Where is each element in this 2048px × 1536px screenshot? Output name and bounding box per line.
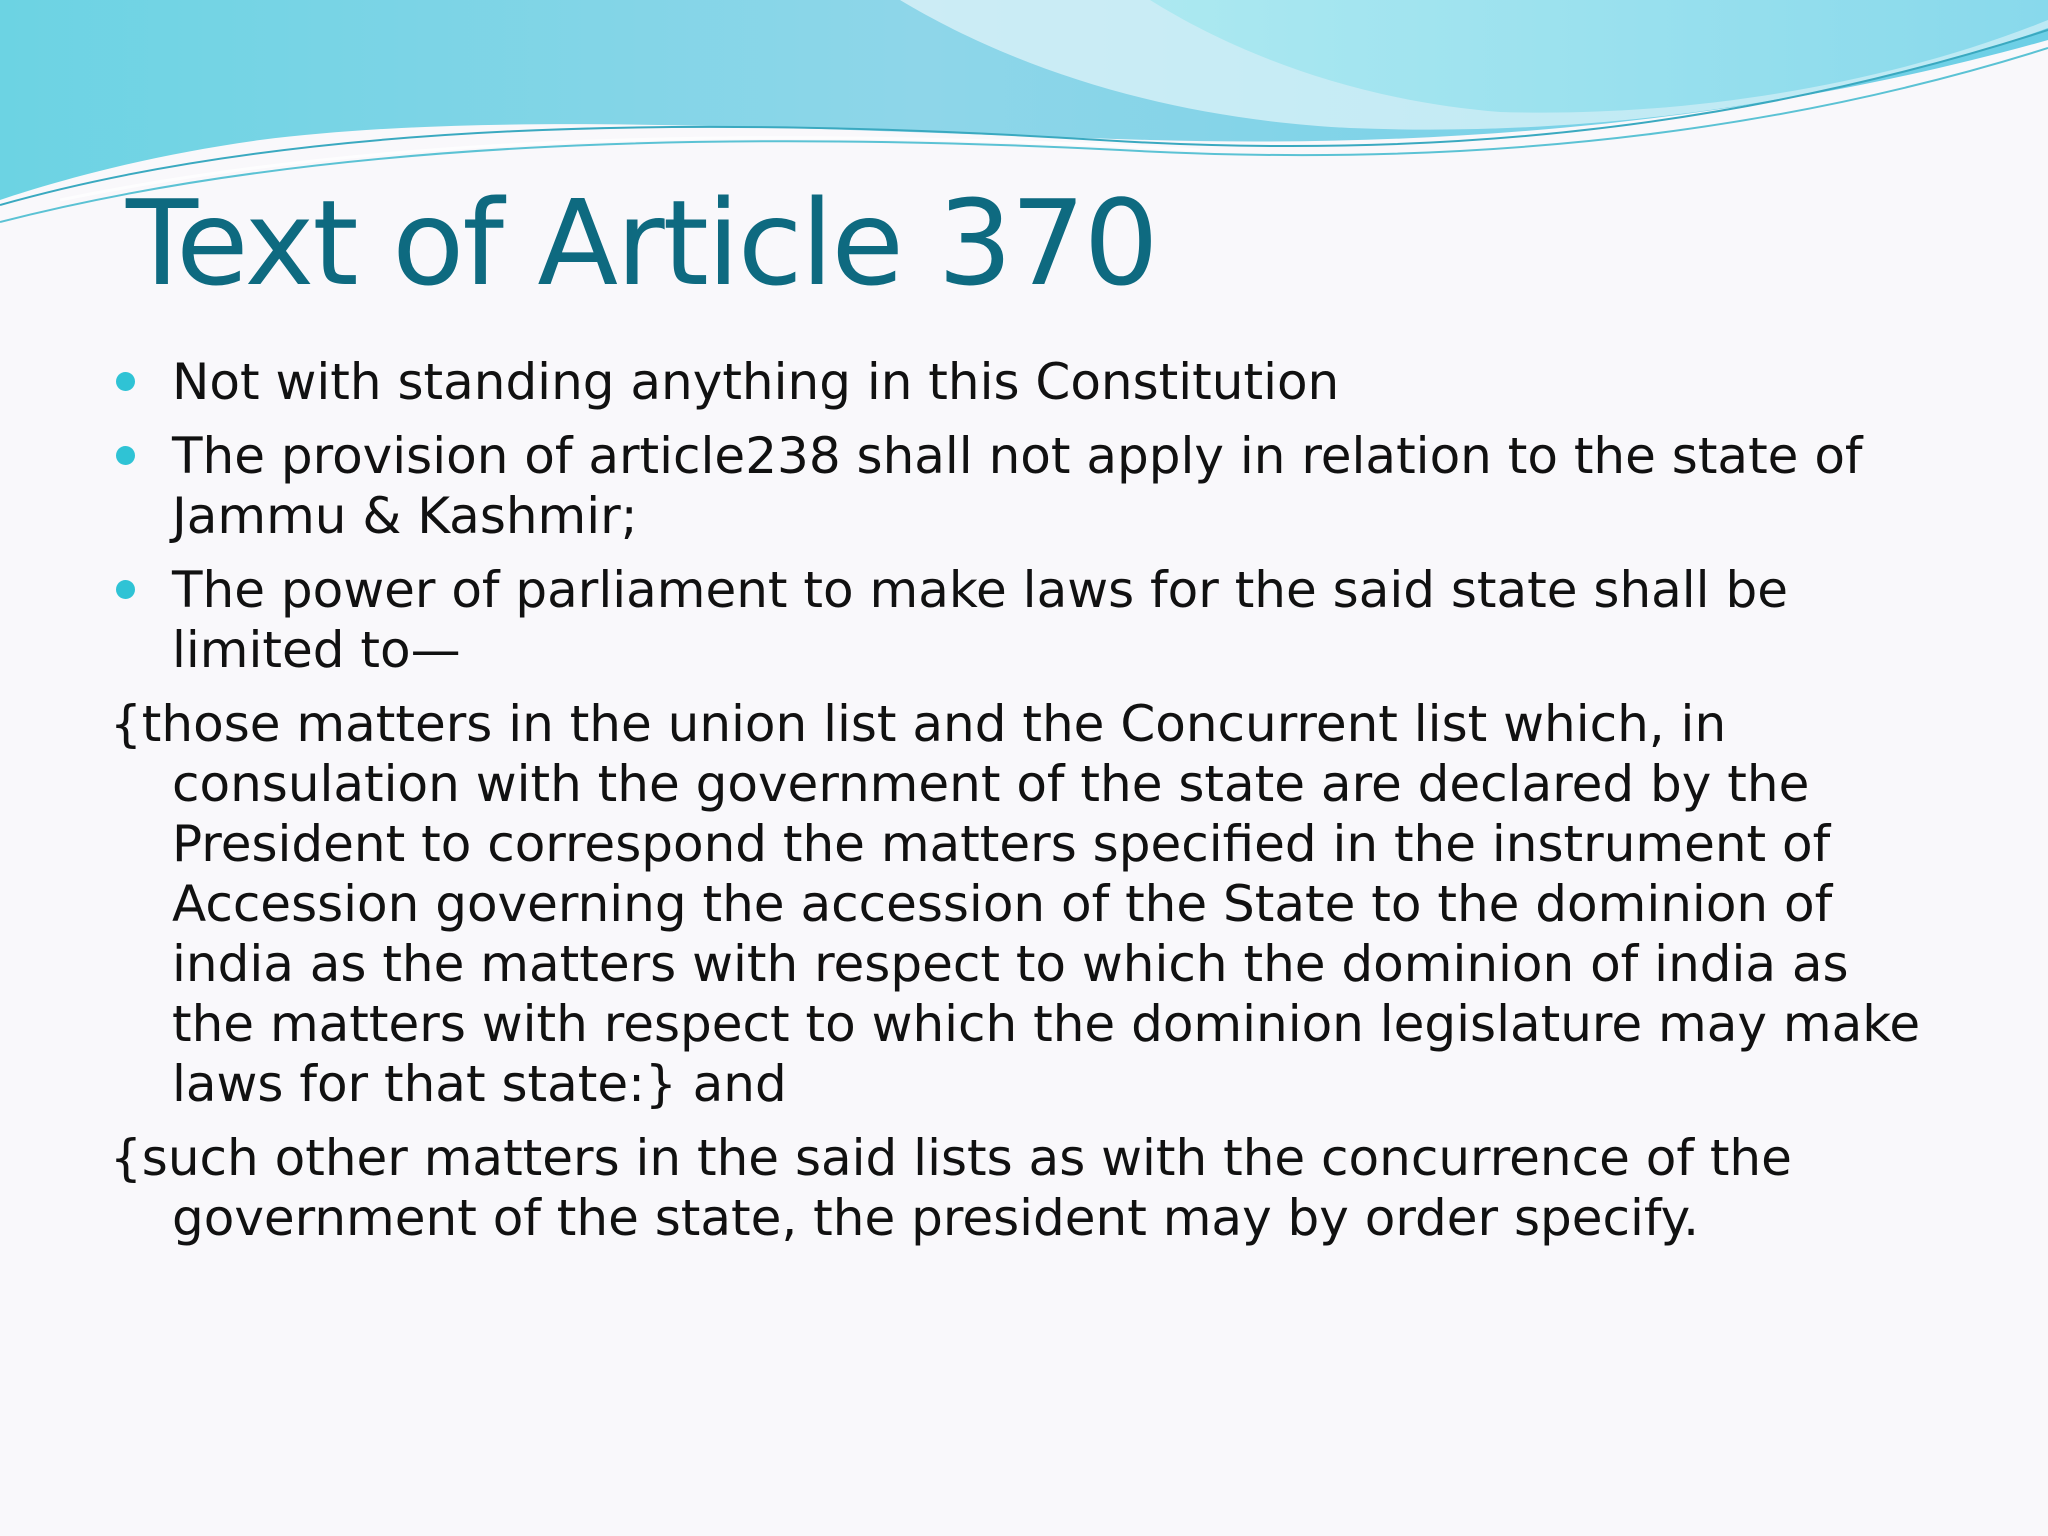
bullet-dot-icon <box>116 372 135 391</box>
body-paragraph: {such other matters in the said lists as with the concurrence of the government of the state, the president may by order specify. <box>110 1129 1792 1247</box>
body-paragraph: {those matters in the union list and the Concurrent list which, in consulation with the government of the state are declared by the President to correspond the matters specified in the instrument of Accession governing the accession of the State to the dominion of india as the matters with respect to which the dominion of india as the matters with respect to which the dominion legislature may make laws for that state:} and <box>110 695 1921 1113</box>
slide-title: Text of Article 370 <box>126 174 1157 312</box>
bullet-dot-icon <box>116 580 135 599</box>
slide-body <box>110 352 1940 1262</box>
bullet-item <box>110 426 1940 546</box>
bullet-item <box>110 560 1940 680</box>
bullet-text: The power of parliament to make laws for the said state shall be limited to— <box>172 561 1788 679</box>
bullet-text: Not with standing anything in this Constitution <box>172 353 1340 411</box>
bullet-text: The provision of article238 shall not apply in relation to the state of Jammu & Kashmir; <box>172 427 1863 545</box>
bullet-dot-icon <box>116 446 135 465</box>
bullet-item <box>110 352 1940 412</box>
